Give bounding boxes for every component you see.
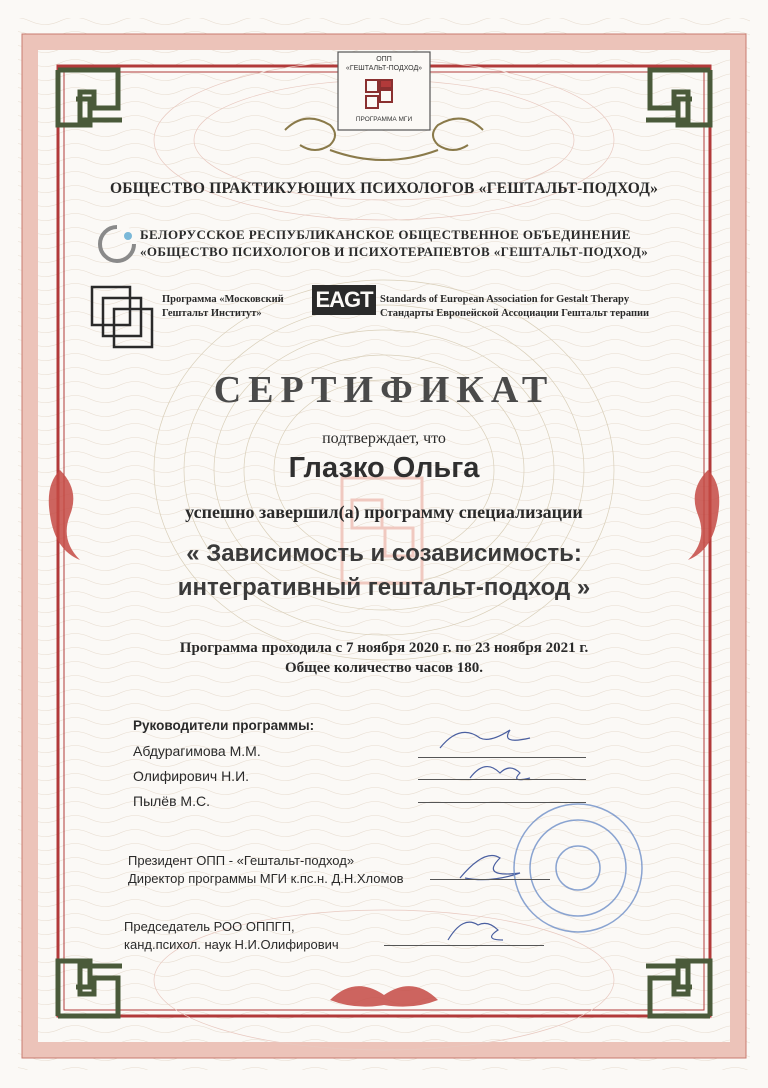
mgi-program	[162, 293, 284, 321]
eagt-line-2: Стандарты Европейской Ассоциации Гештальт терапии	[380, 308, 650, 319]
eagt-line-1: Standards of European Association for Gestalt Therapy	[380, 294, 630, 305]
leaders-heading: Руководители программы:	[133, 718, 315, 733]
leader-2: Олифирович Н.И.	[133, 768, 250, 784]
program-title	[60, 537, 708, 605]
belarus-association	[140, 226, 680, 260]
program-title-line-2: интегративный гештальт-подход »	[177, 574, 591, 601]
program-dates	[60, 638, 708, 678]
signature-line-3	[418, 802, 586, 803]
program-title-line-1: « Зависимость и созависимость:	[186, 540, 582, 567]
signature-line-2	[418, 779, 586, 780]
president-block	[128, 852, 404, 888]
hours-line: Общее количество часов 180.	[284, 660, 484, 676]
signature-line-1	[418, 757, 586, 758]
recipient-name: Глазко Ольга	[288, 452, 480, 484]
mgi-line-2: Гештальт Институт»	[162, 308, 262, 319]
eagt-logo: EAGT	[315, 287, 373, 312]
confirms-text: подтверждает, что	[322, 430, 446, 447]
badge-line-2: «ГЕШТАЛЬТ-ПОДХОД»	[345, 65, 423, 72]
chair-line-1: Председатель РОО ОППГП,	[124, 919, 295, 934]
chair-line-2: канд.психол. наук Н.И.Олифирович	[124, 937, 339, 952]
top-badge	[338, 55, 430, 73]
president-line-2: Директор программы МГИ к.пс.н. Д.Н.Хломов	[128, 871, 404, 886]
chair-block	[124, 918, 339, 954]
certificate-title: СЕРТИФИКАТ	[213, 369, 555, 411]
mgi-line-1: Программа «Московский	[162, 294, 284, 305]
badge-line-3: ПРОГРАММА МГИ	[355, 116, 413, 123]
leader-3: Пылёв М.С.	[133, 793, 210, 809]
completed-text: успешно завершил(а) программу специализации	[185, 502, 583, 522]
belarus-line-2: «ОБЩЕСТВО ПСИХОЛОГОВ И ПСИХОТЕРАПЕВТОВ «ГЕШТАЛЬТ-ПОДХОД»	[140, 244, 649, 259]
president-line-1: Президент ОПП - «Гештальт-подход»	[128, 853, 355, 868]
society-title: ОБЩЕСТВО ПРАКТИКУЮЩИХ ПСИХОЛОГОВ «ГЕШТАЛЬТ-ПОДХОД»	[109, 180, 659, 197]
belarus-line-1: БЕЛОРУССКОЕ РЕСПУБЛИКАНСКОЕ ОБЩЕСТВЕННОЕ ОБЪЕДИНЕНИЕ	[140, 227, 631, 242]
eagt-standards	[380, 293, 649, 321]
dates-line: Программа проходила с 7 ноября 2020 г. по 23 ноября 2021 г.	[179, 640, 589, 656]
round-stamp	[514, 804, 642, 932]
signature-line-chair	[384, 945, 544, 946]
badge-line-1: ОПП	[376, 56, 392, 63]
leader-1: Абдурагимова М.М.	[133, 743, 261, 759]
